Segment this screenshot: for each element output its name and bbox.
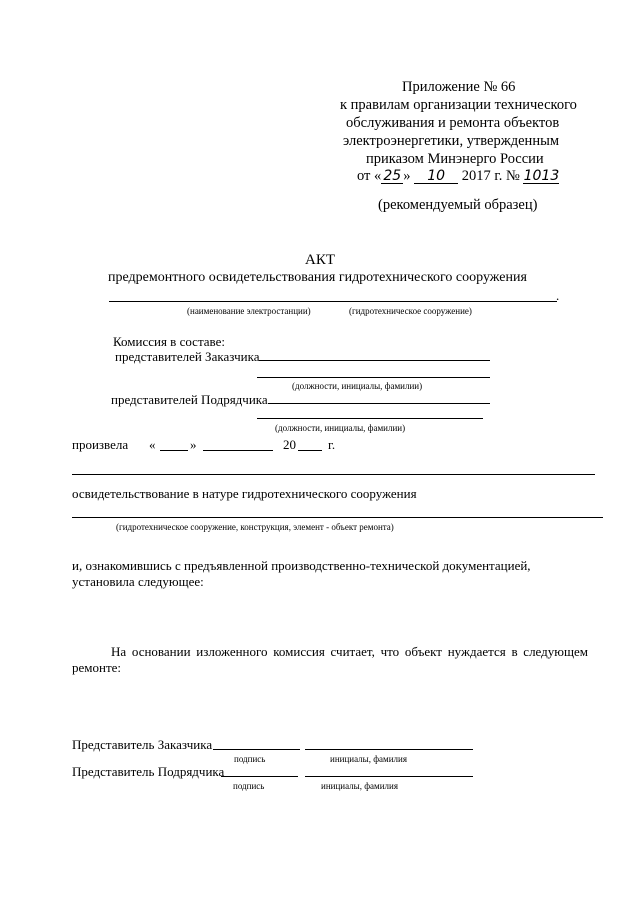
station-line-dot: . xyxy=(556,288,560,303)
date-year: 2017 г. № xyxy=(461,168,520,184)
header-line-1: к правилам организации технического xyxy=(340,97,577,113)
contractor-signature-line xyxy=(221,776,298,777)
header-line-3: электроэнергетики, утвержденным xyxy=(343,133,559,149)
date-day: 25 xyxy=(381,169,403,184)
order-number: 1013 xyxy=(523,168,560,184)
customer-representatives-label: представителей Заказчика xyxy=(115,349,260,364)
customer-caption: (должности, инициалы, фамилии) xyxy=(292,381,423,391)
commission-label: Комиссия в составе: xyxy=(113,334,225,349)
inspection-caption: (гидротехническое сооружение, конструкция, элемент - объект ремонта) xyxy=(116,522,394,532)
performed-day-line xyxy=(160,450,188,451)
customer-signature-label: Представитель Заказчика xyxy=(72,737,213,752)
order-date-line xyxy=(357,167,559,185)
date-month: 10 xyxy=(414,169,458,184)
document-subtitle: предремонтного освидетельствования гидротехнического сооружения xyxy=(108,270,527,285)
contractor-caption: (должности, инициалы, фамилии) xyxy=(275,423,406,433)
performed-quote-open: « xyxy=(149,437,156,452)
date-quote-close: » xyxy=(403,168,411,184)
contractor-representatives-line xyxy=(268,403,490,404)
performed-quote-close: » xyxy=(190,437,197,452)
customer-name-line xyxy=(305,749,473,750)
inspection-text: освидетельствование в натуре гидротехнического сооружения xyxy=(72,486,417,501)
contractor-signature-label: Представитель Подрядчика xyxy=(72,764,225,779)
performed-full-line xyxy=(72,474,595,475)
contractor-representatives-label: представителей Подрядчика xyxy=(111,392,268,407)
appendix-number: Приложение № 66 xyxy=(402,79,516,95)
performed-label: произвела xyxy=(72,437,129,452)
contractor-signature-caption: подпись xyxy=(233,781,265,791)
customer-signature-line xyxy=(213,749,300,750)
station-caption: (наименование электростанции) xyxy=(187,306,311,316)
performed-year-suffix: г. xyxy=(328,437,336,452)
sample-note: (рекомендуемый образец) xyxy=(378,197,538,213)
performed-year-prefix: 20 xyxy=(283,437,296,452)
customer-name-caption: инициалы, фамилия xyxy=(330,754,407,764)
performed-year-line xyxy=(298,450,322,451)
contractor-name-line xyxy=(305,776,473,777)
customer-signature-caption: подпись xyxy=(234,754,266,764)
customer-representatives-line xyxy=(259,360,490,361)
customer-representatives-line-2 xyxy=(257,377,490,378)
findings-line-1: и, ознакомившись с предъявленной производственно-технической документацией, xyxy=(72,558,531,573)
conclusion-line-2: ремонте: xyxy=(72,660,122,675)
header-line-2: обслуживания и ремонта объектов xyxy=(346,115,560,131)
inspection-object-line xyxy=(72,517,603,518)
station-structure-line xyxy=(109,301,557,302)
structure-caption: (гидротехническое сооружение) xyxy=(349,306,472,316)
performed-month-line xyxy=(203,450,273,451)
findings-line-2: установила следующее: xyxy=(72,574,204,589)
document-title: АКТ xyxy=(305,252,335,268)
contractor-representatives-line-2 xyxy=(257,418,483,419)
date-prefix: от « xyxy=(357,168,382,184)
conclusion-line-1: На основании изложенного комиссия считает, что объект нуждается в следующем xyxy=(111,644,588,659)
header-line-4: приказом Минэнерго России xyxy=(366,151,544,167)
contractor-name-caption: инициалы, фамилия xyxy=(321,781,398,791)
